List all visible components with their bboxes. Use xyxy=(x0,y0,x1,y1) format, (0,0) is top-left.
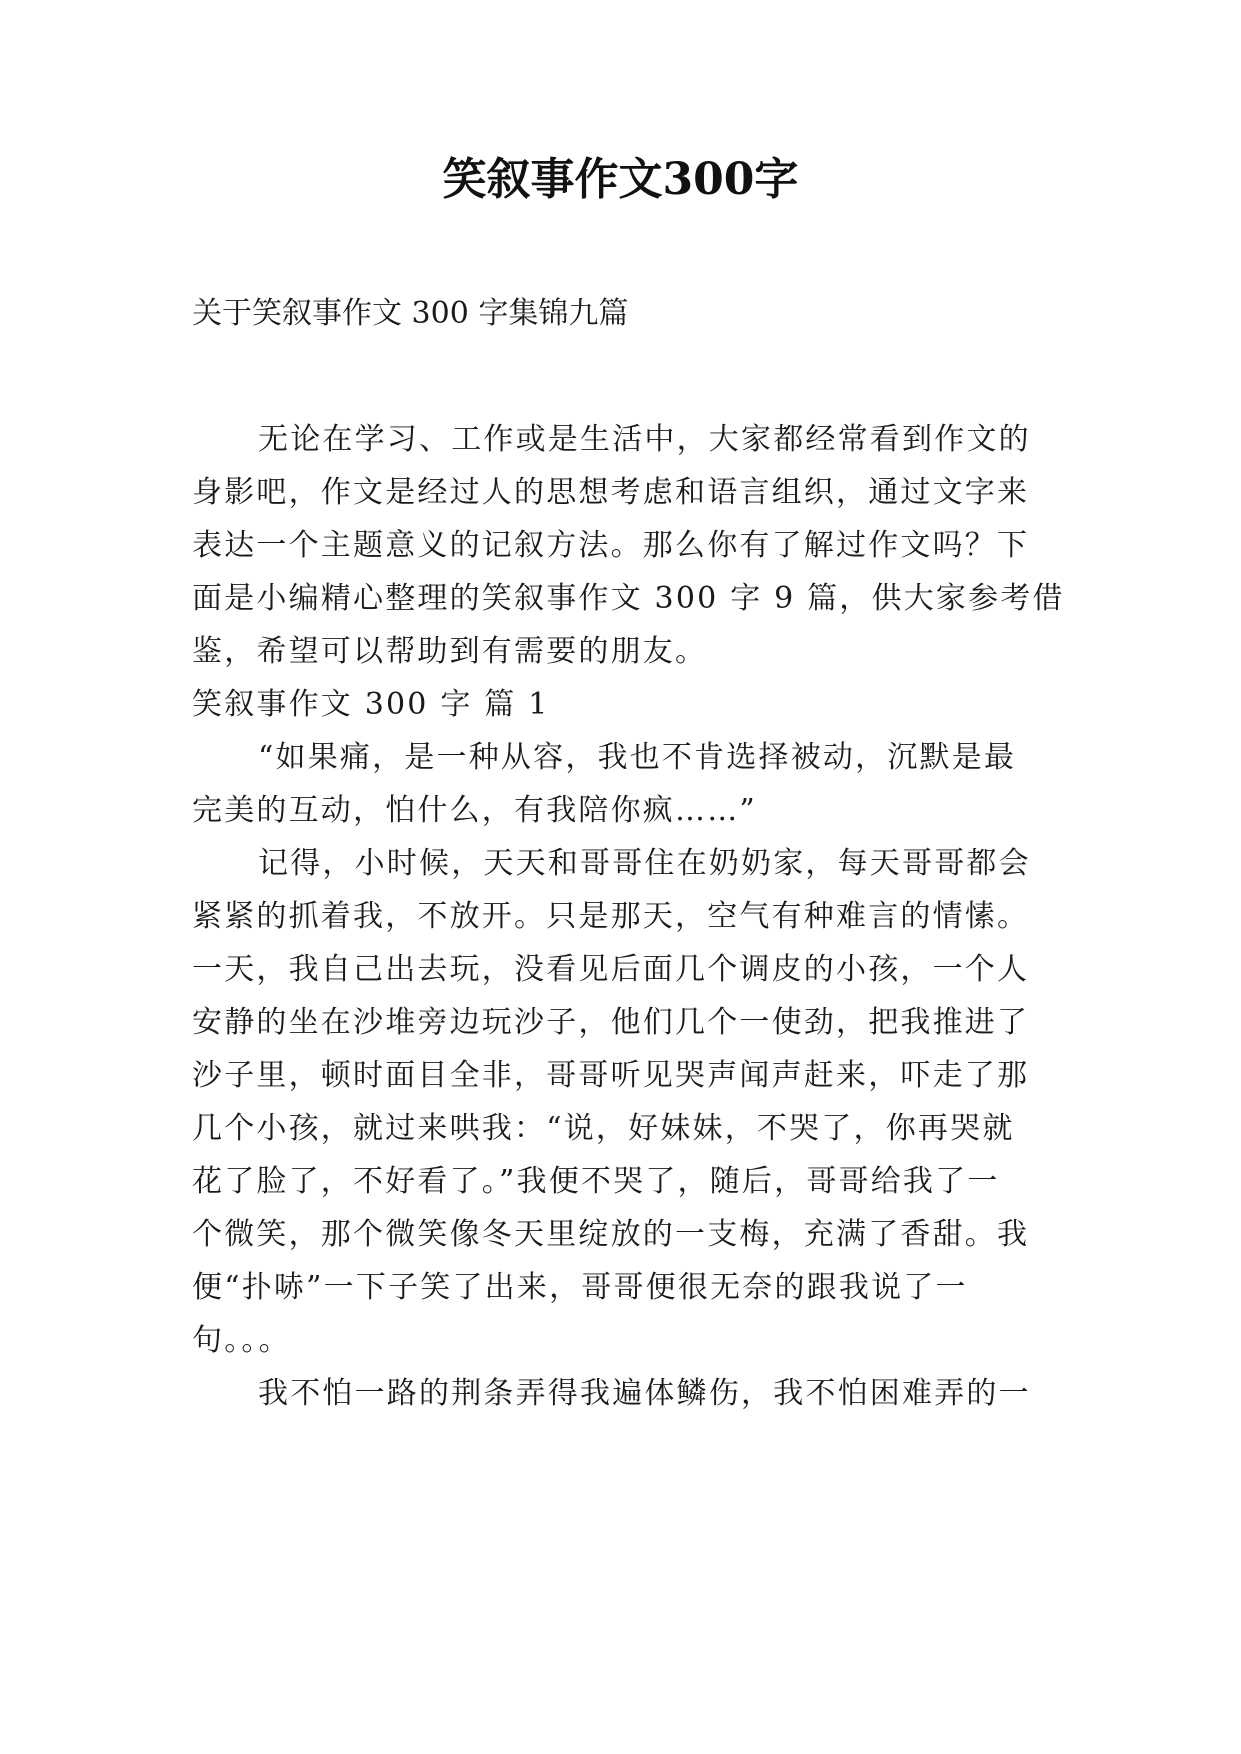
story-line: 紧紧的抓着我，不放开。只是那天，空气有种难言的情愫。 xyxy=(192,899,1030,934)
story-line: 安静的坐在沙堆旁边玩沙子，他们几个一使劲，把我推进了 xyxy=(192,1005,1030,1040)
story-line: 一天，我自己出去玩，没看见后面几个调皮的小孩，一个人 xyxy=(192,952,1030,987)
story-line: 沙子里，顿时面目全非，哥哥听见哭声闻声赶来，吓走了那 xyxy=(192,1058,1030,1093)
intro-line: 无论在学习、工作或是生活中，大家都经常看到作文的 xyxy=(258,422,1031,457)
document-subtitle: 关于笑叙事作文 300 字集锦九篇 xyxy=(192,296,629,331)
intro-line: 表达一个主题意义的记叙方法。那么你有了解过作文吗？下 xyxy=(192,528,1030,563)
story-line: 便“扑哧”一下子笑了出来，哥哥便很无奈的跟我说了一 xyxy=(192,1270,968,1305)
intro-line: 身影吧，作文是经过人的思想考虑和语言组织，通过文字来 xyxy=(192,475,1030,510)
story-line: 句。。。 xyxy=(192,1323,291,1358)
document-title: 笑叙事作文300字 xyxy=(442,154,799,205)
story-line: 花了脸了，不好看了。”我便不哭了，随后，哥哥给我了一 xyxy=(192,1164,1000,1199)
intro-line: 鉴，希望可以帮助到有需要的朋友。 xyxy=(192,634,708,669)
intro-line: 面是小编精心整理的笑叙事作文 300 字 9 篇，供大家参考借 xyxy=(192,581,1065,616)
quote-line: “如果痛，是一种从容，我也不肯选择被动，沉默是最 xyxy=(258,740,1017,775)
story-line: 个微笑，那个微笑像冬天里绽放的一支梅，充满了香甜。我 xyxy=(192,1217,1030,1252)
story-line: 记得，小时候，天天和哥哥住在奶奶家，每天哥哥都会 xyxy=(258,846,1031,881)
paragraph-line: 我不怕一路的荆条弄得我遍体鳞伤，我不怕困难弄的一 xyxy=(258,1376,1031,1411)
quote-line: 完美的互动，怕什么，有我陪你疯……” xyxy=(192,793,757,828)
section-heading: 笑叙事作文 300 字 篇 1 xyxy=(192,687,550,722)
story-line: 几个小孩，就过来哄我：“说，好妹妹，不哭了，你再哭就 xyxy=(192,1111,1015,1146)
